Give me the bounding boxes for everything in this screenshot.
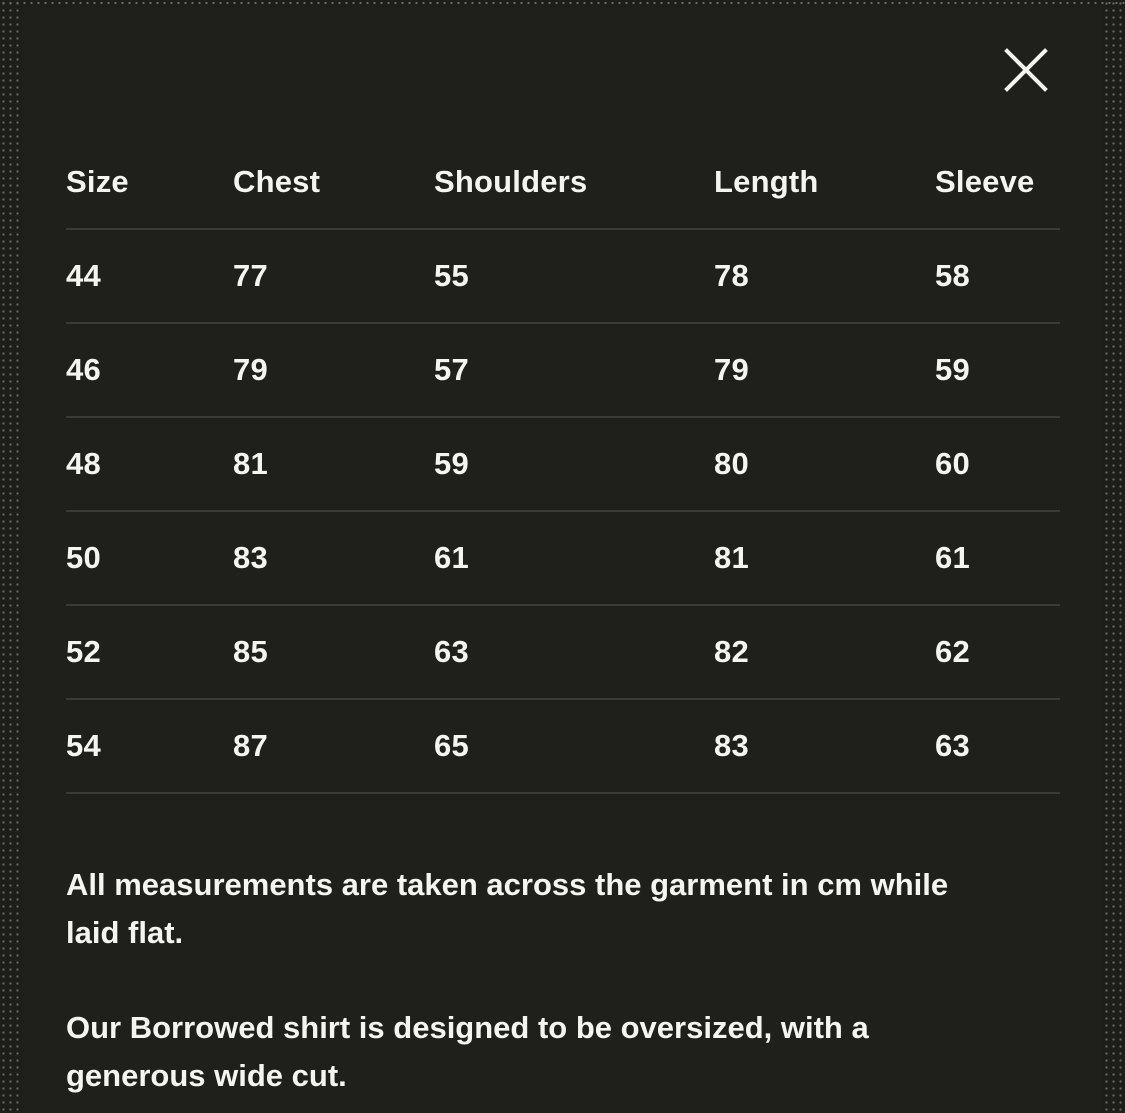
table-row: [66, 229, 1060, 323]
close-button[interactable]: [1002, 46, 1050, 94]
cell-sleeve: 62: [935, 605, 1060, 699]
cell-sleeve: 59: [935, 323, 1060, 417]
cell-shoulders: 55: [434, 229, 714, 323]
close-icon: [1002, 46, 1050, 94]
cell-length: 83: [714, 699, 935, 793]
dotted-border-left: [0, 0, 22, 1113]
fit-note: Our Borrowed shirt is designed to be oversized, with a generous wide cut.: [66, 1010, 869, 1093]
cell-length: 81: [714, 511, 935, 605]
table-row: [66, 511, 1060, 605]
cell-shoulders: 65: [434, 699, 714, 793]
cell-chest: 79: [233, 323, 434, 417]
cell-size: 50: [66, 511, 233, 605]
table-row: [66, 323, 1060, 417]
cell-shoulders: 59: [434, 417, 714, 511]
header-size: Size: [66, 136, 233, 229]
cell-shoulders: 61: [434, 511, 714, 605]
table-row: [66, 699, 1060, 793]
cell-shoulders: 57: [434, 323, 714, 417]
cell-length: 78: [714, 229, 935, 323]
cell-chest: 81: [233, 417, 434, 511]
table-row: [66, 605, 1060, 699]
header-shoulders: Shoulders: [434, 136, 714, 229]
cell-chest: 77: [233, 229, 434, 323]
cell-size: 44: [66, 229, 233, 323]
cell-sleeve: 61: [935, 511, 1060, 605]
cell-sleeve: 58: [935, 229, 1060, 323]
header-sleeve: Sleeve: [935, 136, 1060, 229]
cell-sleeve: 63: [935, 699, 1060, 793]
size-chart-table: [66, 136, 1060, 794]
cell-size: 52: [66, 605, 233, 699]
table-header-row: [66, 136, 1060, 229]
cell-length: 82: [714, 605, 935, 699]
cell-chest: 87: [233, 699, 434, 793]
cell-size: 46: [66, 323, 233, 417]
cell-shoulders: 63: [434, 605, 714, 699]
measurement-note: All measurements are taken across the garment in cm while laid flat.: [66, 867, 949, 950]
table-row: [66, 417, 1060, 511]
cell-length: 80: [714, 417, 935, 511]
cell-chest: 83: [233, 511, 434, 605]
dotted-border-right: [1103, 0, 1125, 1113]
header-length: Length: [714, 136, 935, 229]
cell-size: 48: [66, 417, 233, 511]
cell-chest: 85: [233, 605, 434, 699]
size-guide-modal: [22, 6, 1103, 1113]
header-chest: Chest: [233, 136, 434, 229]
cell-sleeve: 60: [935, 417, 1060, 511]
cell-size: 54: [66, 699, 233, 793]
cell-length: 79: [714, 323, 935, 417]
